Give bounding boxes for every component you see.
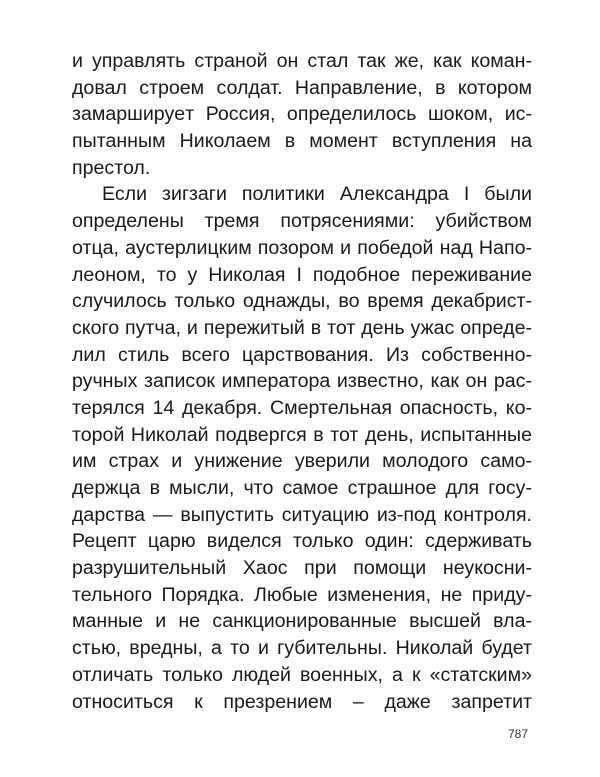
paragraph-first-line: Если зигзаги политики Александра I были: [102, 183, 532, 206]
text-line: лил стиль всего царствования. Из собственно-: [72, 343, 532, 366]
text-line: манные и не санкционированные высшей вла-: [72, 610, 532, 633]
page-number: 787: [507, 727, 528, 741]
text-line: отличать только людей военных, а к «статским»: [72, 663, 532, 686]
text-line: держца в мысли, что самое страшное для госу-: [72, 477, 532, 499]
text-line: торой Николай подвергся в тот день, испытанные: [72, 423, 532, 446]
text-line: пытанным Николаем в момент вступления на: [72, 130, 532, 153]
text-line: Рецепт царю виделся только один: сдерживать: [72, 530, 532, 553]
text-line: терялся 14 декабря. Смертельная опасность, ко-: [72, 396, 532, 419]
text-line: определены тремя потрясениями: убийством: [72, 210, 532, 233]
text-line: довал строем солдат. Направление, в котором: [72, 76, 532, 99]
text-line: случилось только однажды, во время декабрист-: [72, 290, 532, 313]
text-line: им страх и унижение уверили молодого само-: [72, 450, 532, 473]
text-line: разрушительный Хаос при помощи неукосни-: [72, 557, 532, 580]
text-line: замаршируeт Россия, определилось шоком, ис-: [72, 103, 532, 126]
text-line: престол.: [72, 156, 151, 179]
page-text: [72, 48, 532, 715]
text-line: тельного Порядка. Любые изменения, не приду-: [72, 583, 532, 606]
text-line: ручных записок императора известно, как он рас-: [72, 370, 532, 393]
text-line: дарства — выпустить ситуацию из-под контроля.: [72, 503, 532, 526]
text-line: отца, аустерлицким позором и победой над Напо-: [72, 236, 532, 259]
text-line: ского путча, и пережитый в тот день ужас опреде-: [72, 316, 532, 339]
text-line: леоном, то у Николая I подобное переживание: [72, 263, 532, 286]
text-line: стью, вредны, а то и губительны. Николай будет: [72, 637, 532, 660]
text-line: относиться к презрением – даже запретит: [72, 690, 532, 713]
text-line: и управлять страной он стал так же, как коман-: [72, 50, 532, 72]
